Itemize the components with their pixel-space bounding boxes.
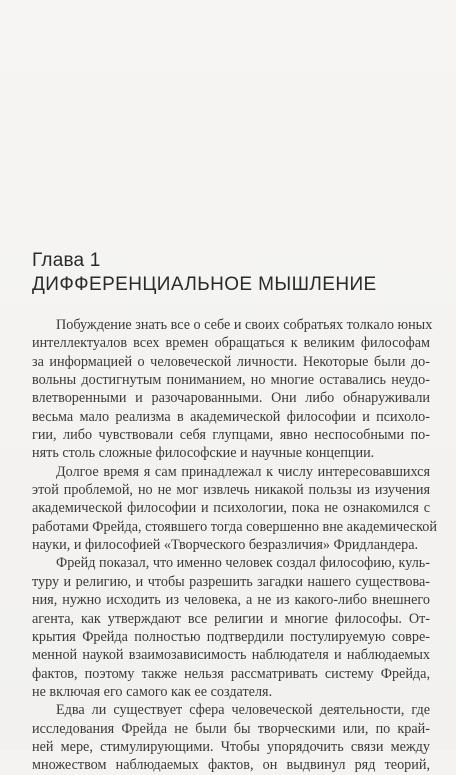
chapter-body	[32, 316, 437, 775]
text-line: менной наукой взаимозависимость наблюдателя и наблюдаемых	[32, 647, 430, 664]
text-line: множеством наблюдаемых фактов, он выдвинул ряд теорий,	[32, 757, 430, 774]
text-line: Фрейд показал, что именно человек создал философию, куль-	[56, 555, 430, 572]
chapter-title: ДИФФЕРЕНЦИАЛЬНОЕ МЫШЛЕНИЕ	[32, 274, 377, 295]
text-line: академической философии и психологии, пока не ознакомился с	[32, 500, 430, 517]
text-line: науки, и философией «Творческого безразличия» Фридландера.	[32, 537, 419, 554]
text-line: Побуждение знать все о себе и своих собратьях толкало юных	[56, 317, 433, 333]
text-line: фактов, поэтому также нельзя рассматривать систему Фрейда,	[32, 665, 430, 682]
text-line: работами Фрейда, стоявшего тогда совершенно вне академической	[32, 518, 437, 535]
text-line: за информацией о человеческой личности. Некоторые были до-	[32, 353, 430, 370]
paragraph	[32, 463, 437, 555]
text-line: гии, либо чувствовали себя глупцами, явно неспособными по-	[32, 427, 430, 444]
text-line: влетворенными и разочарованными. Они либо обнаруживали	[32, 390, 430, 407]
text-line: вольны достигнутым пониманием, но многие оставались неудо-	[32, 372, 430, 389]
text-line: не включая его самого как ее создателя.	[32, 683, 273, 700]
paragraph	[32, 701, 430, 774]
chapter-number: Глава 1	[32, 250, 101, 271]
paragraph	[32, 316, 433, 463]
text-line: весьма мало реализма в академической философии и психоло-	[32, 408, 430, 425]
text-line: Едва ли существует сфера человеческой деятельности, где	[56, 702, 430, 719]
text-line: агента, как утверждают все религии и многие философы. От-	[32, 610, 430, 627]
paragraph	[32, 554, 430, 701]
text-line: туру и религию, и чтобы разрешить загадки нашего существова-	[32, 573, 430, 590]
text-line: нять столь сложные философские и научные концепции.	[32, 445, 375, 462]
text-line: интеллектуалов всех времен обращаться к великим философам	[32, 335, 430, 352]
text-line: этой проблемой, но не мог извлечь никакой пользы из изучения	[32, 482, 430, 499]
text-line: исследования Фрейда не были бы творческими или, по край-	[32, 720, 430, 737]
text-line: крытия Фрейда полностью подтвердили постулируемую совре-	[32, 628, 430, 645]
text-line: Долгое время я сам принадлежал к числу интересовавшихся	[56, 463, 430, 480]
text-line: ней мере, стимулирующими. Чтобы упорядочить связи между	[32, 738, 430, 755]
text-line: ния, нужно исходить из человека, а не из какого-либо внешнего	[32, 592, 430, 609]
